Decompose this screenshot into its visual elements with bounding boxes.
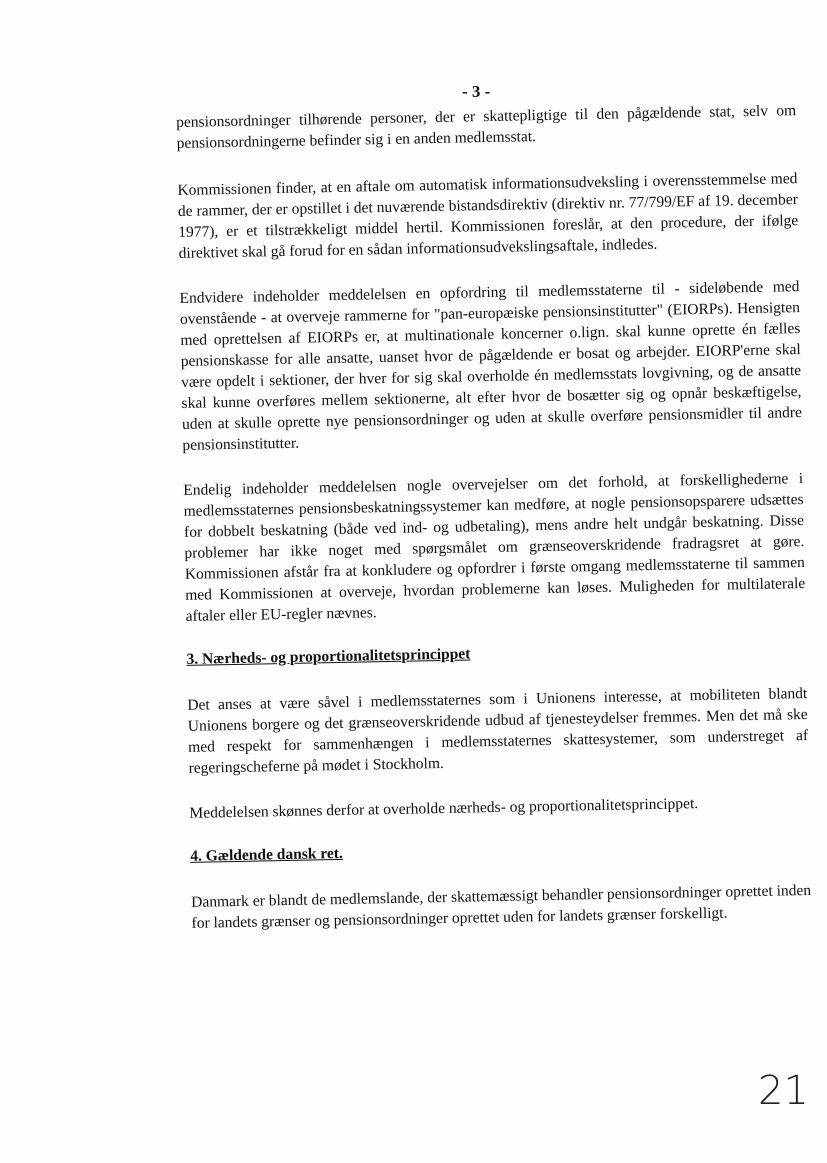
paragraph-information-exchange: Kommissionen finder, at en aftale om automatisk informationsudveksling i overensstemmelse med de rammer, der er opstillet i det nuværende bistandsdirektiv (direktiv nr. 77/799/EF af 19. december 1977), er et tilstrækkeligt middel hertil. Kommissionen foreslår, at den procedure, der ifølge direktivet skal gå forud for en sådan informationsudvekslingsaftale, indledes.: [177, 170, 799, 262]
fax-header-mark: [55, 0, 195, 10]
section-heading-subsidiarity: 3. Nærheds- og proportionalitetsprincippet: [186, 645, 471, 668]
paragraph-conclusion: Meddelelsen skønnes derfor at overholde nærheds- og proportionalitetsprincippet.: [189, 795, 699, 822]
paragraph-eiorps: Endvidere indeholder meddelelsen en opfordring til medlemsstaterne til - sideløbende med ovenstående - at overveje rammerne for "pan-europæiske pensionsinstitutter" (EIORPs). Hensigten med oprettelsen af EIORPs er, at multinationale koncerner o.lign. skal kunne oprette én fælles pensionskasse for alle ansatte, uanset hvor de pågældende er bosat og arbejder. EIORP'erne skal være opdelt i sektioner, der hver for sig skal overholde én medlemsstats lovgivning, og de ansatte skal kunne overføres mellem sektionerne, alt efter hvor de bosætter sig og opnår beskæftigelse, uden at skulle oprette nye pensionsordninger og uden at skulle overføre pensionsmidler til andre pensionsinstitutter.: [179, 278, 803, 454]
paragraph-mobility: Det anses at være såvel i medlemsstaternes som i Unionens interesse, at mobiliteten blandt Unionens borgere og det grænseoverskridende udbud af tjenesteydelser fremmes. Men det må ske med respekt for sammenhængen i medlemsstaternes skattesystemer, som understreget af regeringscheferne på mødet i Stockholm.: [187, 684, 809, 777]
paragraph-continuation: pensionsordninger tilhørende personer, der er skattepligtige til den pågældende stat, selv om pensionsordningerne befinder sig i en anden medlemsstat.: [176, 102, 797, 152]
document-body: [176, 100, 812, 958]
handwritten-page-number: 21: [758, 1068, 809, 1114]
paragraph-danish-law: Danmark er blandt de medlemslande, der skattemæssigt behandler pensionsordninger oprettet inden for landets grænser og pensionsordninger oprettet uden for landets grænser forskelligt.: [191, 881, 812, 932]
page-number: - 3 -: [462, 82, 491, 101]
paragraph-double-taxation: Endelig indeholder meddelelsen nogle overvejelser om det forhold, at forskellighederne i medlemsstaternes pensionsbeskatningssystemer kan medføre, at nogle pensionsopsparere udsættes for dobbelt beskatning (både ved ind- og udbetaling), mens andre helt undgår beskatning. Disse problemer har ikke noget med spørgsmålet om grænseoverskridende fradragsret at gøre. Kommissionen afstår fra at konkludere og opfordrer i første omgang medlemsstaterne til sammen med Kommissionen at overveje, hvordan problemerne kan løses. Muligheden for multilaterale aftaler eller EU-regler nævnes.: [183, 470, 806, 625]
section-heading-danish-law: 4. Gældende dansk ret.: [190, 844, 344, 865]
